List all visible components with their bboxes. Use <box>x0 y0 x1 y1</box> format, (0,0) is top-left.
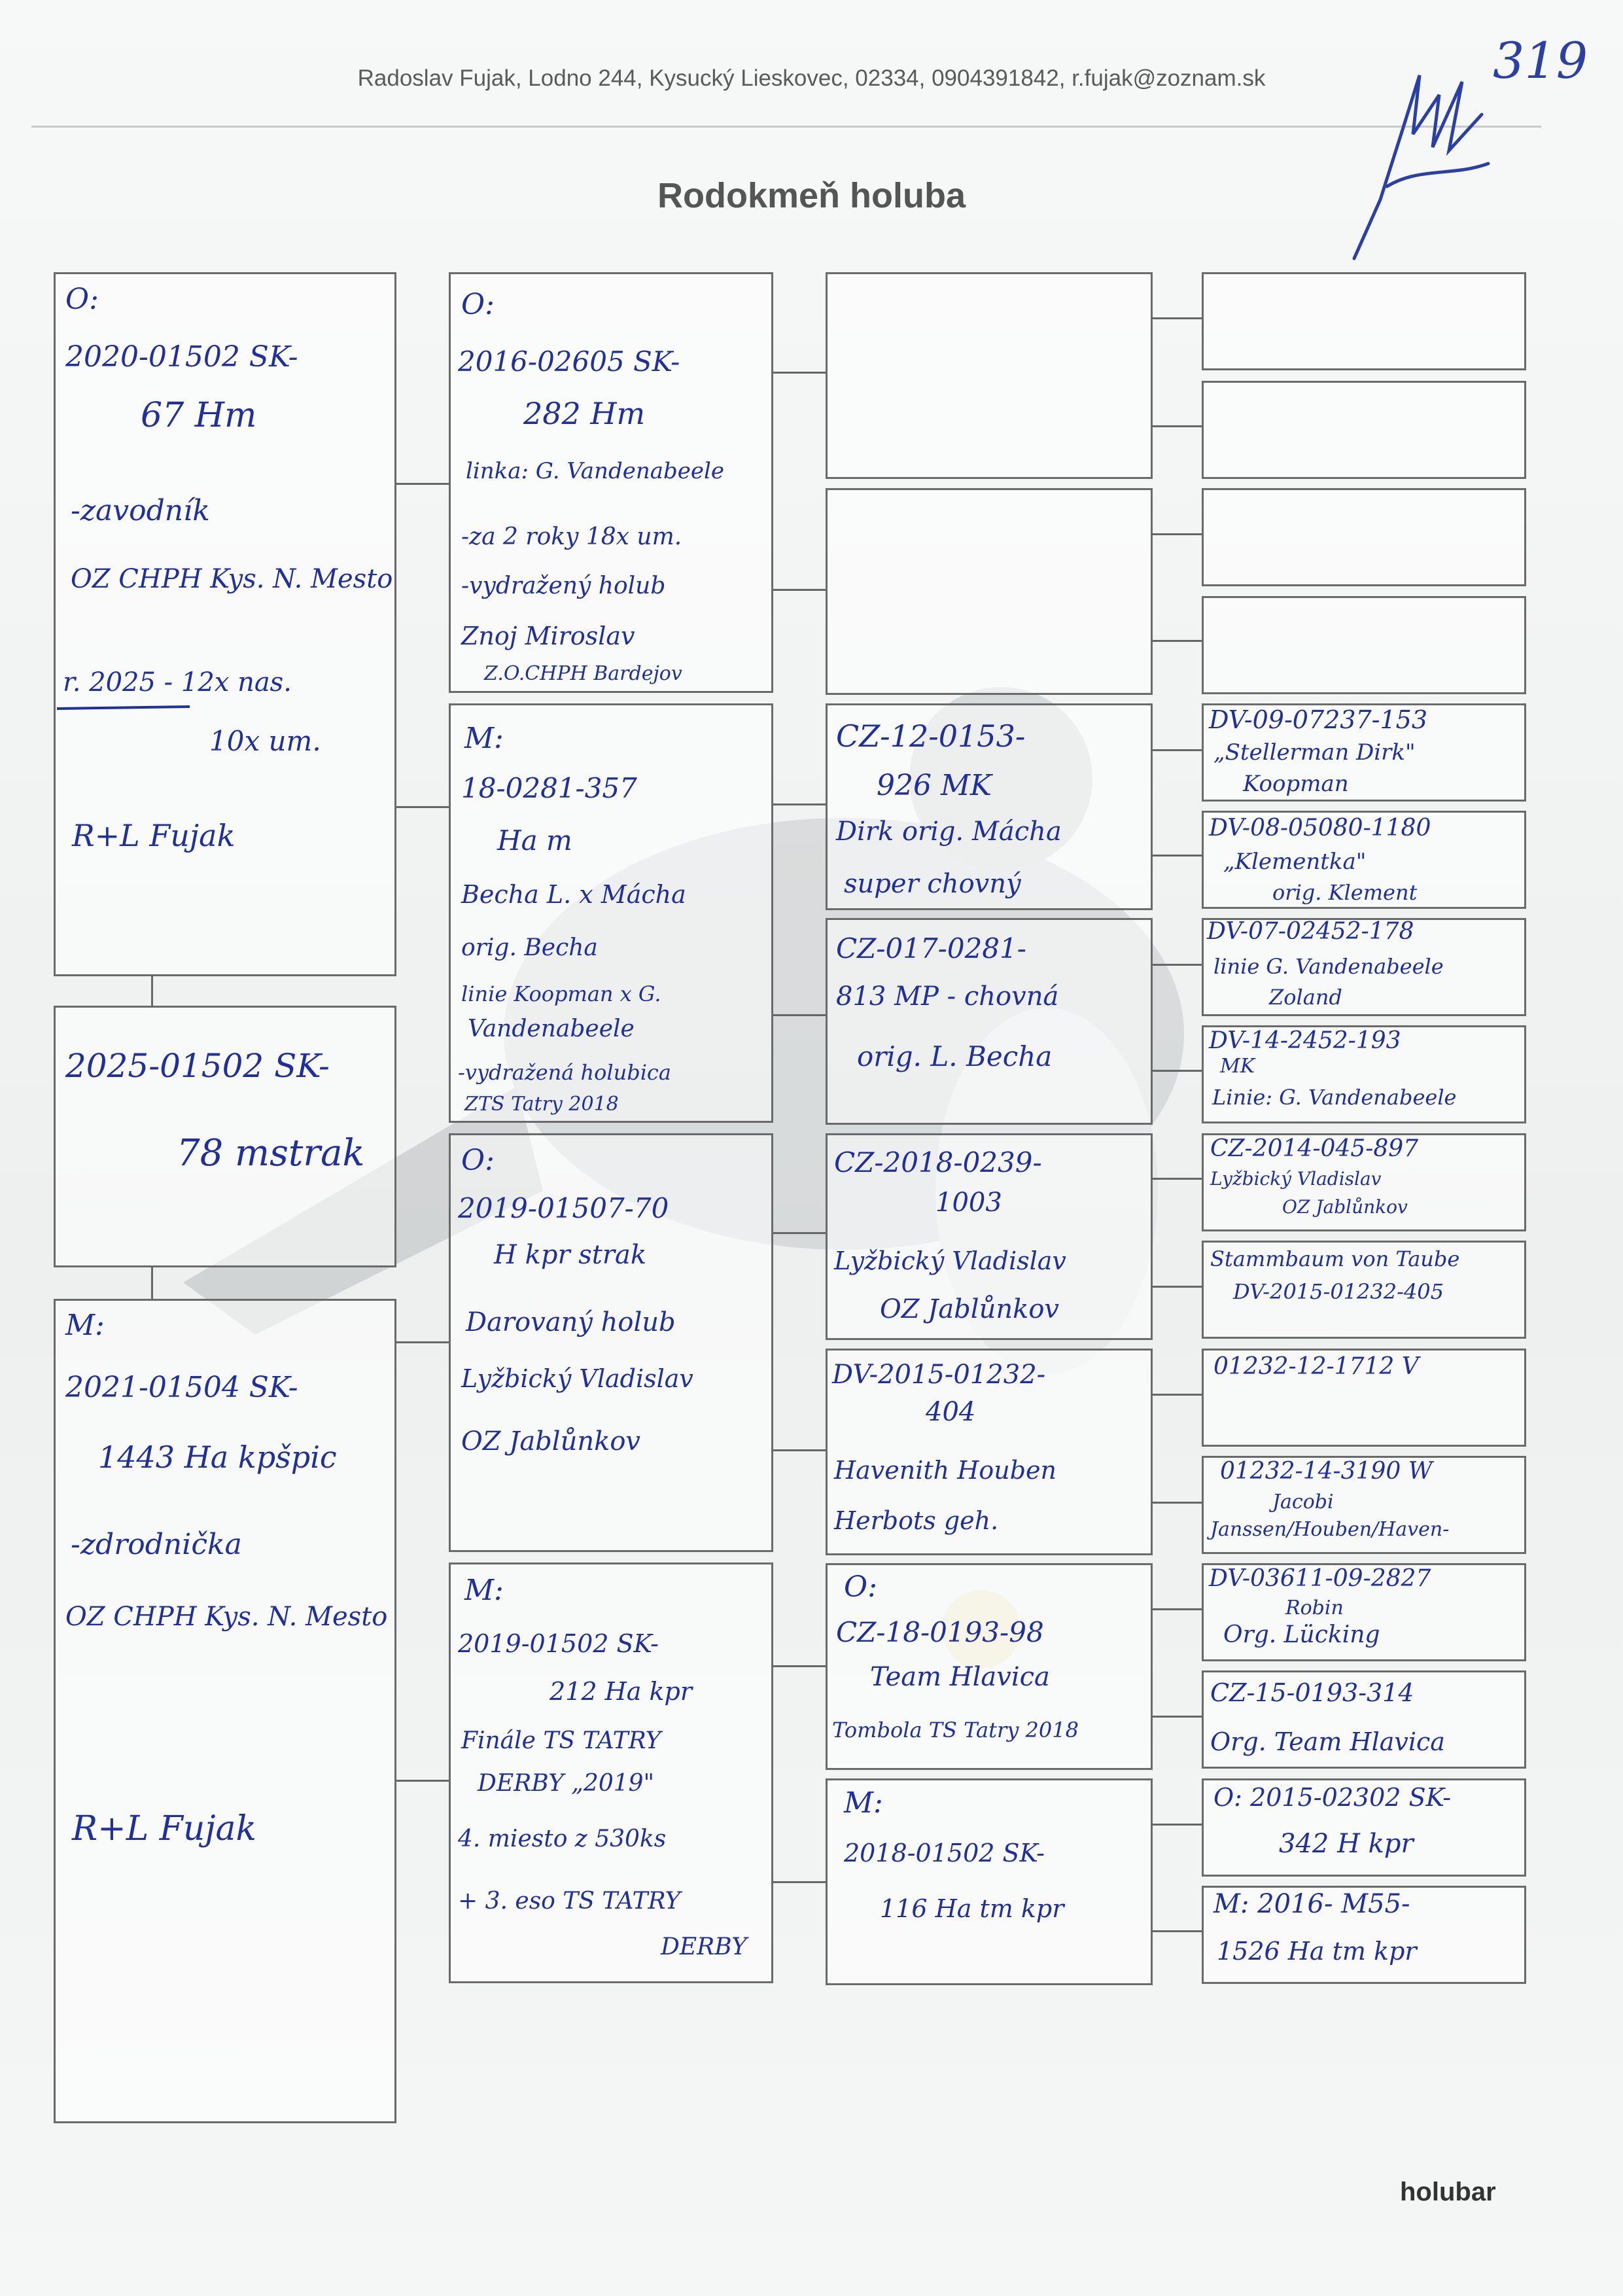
gen3-2-line-3: super chovný <box>844 869 1021 899</box>
gen3-2-line-2: Dirk orig. Mácha <box>836 817 1062 847</box>
gen4-5-line-2: orig. Klement <box>1272 880 1418 905</box>
gen2-2-line-0: O: <box>461 1144 495 1177</box>
gen4-4-line-1: „Stellerman Dirk" <box>1213 739 1416 766</box>
gen3-2-line-0: CZ-12-0153- <box>836 718 1026 754</box>
underline-mark <box>56 703 193 711</box>
contact-header: Radoslav Fujak, Lodno 244, Kysucký Lieskovec, 02334, 0904391842, r.fujak@zoznam.sk <box>357 65 1266 91</box>
mother-box <box>54 1299 396 2123</box>
gen4-11-line-1: Jacobi <box>1272 1491 1334 1513</box>
connector-father-subject <box>151 976 153 1006</box>
connector-subject-mother <box>151 1267 153 1299</box>
connector-g3-1 <box>1153 425 1202 427</box>
gen4-11-line-2: Janssen/Houben/Haven- <box>1210 1518 1450 1541</box>
gen3-5-line-3: Herbots geh. <box>834 1506 999 1535</box>
connector-g2-3 <box>773 1014 826 1016</box>
gen3-3-line-2: orig. L. Becha <box>857 1040 1053 1072</box>
mother-line-5: R+L Fujak <box>72 1809 256 1848</box>
gen4-7-line-1: MK <box>1220 1055 1255 1078</box>
gen3-7-line-0: M: <box>844 1786 883 1820</box>
connector-g3-12 <box>1153 1608 1202 1610</box>
gen2-3-line-2: 212 Ha kpr <box>550 1677 692 1706</box>
gen4-12-line-1: Robin <box>1285 1597 1344 1619</box>
gen2-1-line-0: M: <box>464 722 504 755</box>
gen2-1-line-7: -vydražená holubica <box>458 1060 671 1085</box>
mother-line-3: -zdrodnička <box>71 1528 242 1561</box>
handwritten-page-number: 319 <box>1493 31 1588 90</box>
connector-g1-0 <box>396 483 449 485</box>
father-box <box>54 272 396 976</box>
connector-g3-7 <box>1153 1070 1202 1072</box>
connector-g2-4 <box>773 1232 826 1234</box>
gen4-12-line-2: Org. Lücking <box>1223 1621 1380 1648</box>
mother-line-1: 2021-01504 SK- <box>65 1371 298 1404</box>
gen2-1-line-3: Becha L. x Mácha <box>461 880 686 909</box>
holubar-logo: holubar <box>1400 2178 1496 2206</box>
gen4-13-line-0: CZ-15-0193-314 <box>1210 1678 1414 1707</box>
gen2-3-line-3: Finále TS TATRY <box>461 1727 661 1754</box>
father-line-2: 67 Hm <box>141 396 257 435</box>
gen4-7-line-0: DV-14-2452-193 <box>1209 1027 1401 1054</box>
gen2-0-line-1: 2016-02605 SK- <box>458 345 680 378</box>
gen4-8-line-0: CZ-2014-045-897 <box>1210 1135 1419 1162</box>
gen4-box-0 <box>1202 272 1526 370</box>
subject-line-1: 78 mstrak <box>177 1132 365 1174</box>
gen2-2-line-2: H kpr strak <box>494 1240 647 1270</box>
gen2-3-line-7: DERBY <box>661 1934 747 1960</box>
gen4-5-line-1: „Klementka" <box>1223 849 1367 875</box>
connector-g3-13 <box>1153 1716 1202 1718</box>
gen4-15-line-0: M: 2016- M55- <box>1213 1889 1410 1919</box>
subject-line-0: 2025-01502 SK- <box>65 1047 330 1085</box>
gen2-0-line-6: Znoj Miroslav <box>461 622 635 650</box>
gen3-7-line-1: 2018-01502 SK- <box>844 1839 1045 1867</box>
gen4-4-line-0: DV-09-07237-153 <box>1209 705 1428 734</box>
connector-g1-3 <box>396 1780 449 1782</box>
gen2-1-line-4: orig. Becha <box>461 934 598 961</box>
gen3-7-line-2: 116 Ha tm kpr <box>880 1894 1064 1923</box>
gen4-11-line-0: 01232-14-3190 W <box>1220 1458 1433 1485</box>
gen3-6-line-1: CZ-18-0193-98 <box>836 1616 1044 1648</box>
gen3-box-1 <box>826 488 1153 695</box>
connector-g3-11 <box>1153 1502 1202 1504</box>
gen2-0-line-5: -vydražený holub <box>461 573 666 599</box>
connector-g3-3 <box>1153 640 1202 642</box>
gen3-5-line-2: Havenith Houben <box>834 1456 1056 1485</box>
gen3-5-line-1: 404 <box>926 1397 976 1427</box>
connector-g1-2 <box>396 1341 449 1343</box>
gen4-9-line-1: DV-2015-01232-405 <box>1233 1279 1444 1304</box>
connector-g3-10 <box>1153 1394 1202 1396</box>
gen2-1-line-8: ZTS Tatry 2018 <box>464 1093 619 1116</box>
page-title: Rodokmeň holuba <box>657 176 966 215</box>
mother-line-4: OZ CHPH Kys. N. Mesto <box>65 1602 388 1632</box>
connector-g3-15 <box>1153 1930 1202 1932</box>
connector-g2-0 <box>773 372 826 374</box>
father-line-6: 10x um. <box>209 725 321 757</box>
father-line-7: R+L Fujak <box>72 818 236 853</box>
father-line-4: OZ CHPH Kys. N. Mesto <box>71 564 393 594</box>
header-divider <box>31 126 1541 128</box>
gen4-box-1 <box>1202 381 1526 479</box>
gen3-4-line-2: Lyžbický Vladislav <box>834 1246 1066 1275</box>
father-line-5: r. 2025 - 12x nas. <box>63 667 292 698</box>
connector-g3-9 <box>1153 1286 1202 1288</box>
gen2-3-line-5: 4. miesto z 530ks <box>458 1826 667 1852</box>
gen3-4-line-0: CZ-2018-0239- <box>834 1146 1042 1178</box>
gen2-0-line-0: O: <box>461 288 495 321</box>
connector-g3-8 <box>1153 1178 1202 1180</box>
gen4-6-line-0: DV-07-02452-178 <box>1207 918 1414 945</box>
gen3-4-line-1: 1003 <box>935 1188 1002 1218</box>
gen3-4-line-3: OZ Jablůnkov <box>880 1294 1060 1324</box>
connector-g3-0 <box>1153 317 1202 319</box>
gen2-2-line-4: Lyžbický Vladislav <box>461 1364 693 1393</box>
mother-line-2: 1443 Ha kpšpic <box>98 1439 337 1475</box>
father-line-3: -zavodník <box>71 494 210 527</box>
gen3-6-line-3: Tombola TS Tatry 2018 <box>832 1718 1079 1742</box>
gen2-3-line-4: DERBY „2019" <box>478 1770 655 1797</box>
gen4-14-line-0: O: 2015-02302 SK- <box>1213 1783 1452 1812</box>
gen2-2-line-5: OZ Jablůnkov <box>461 1426 641 1457</box>
gen4-box-3 <box>1202 596 1526 694</box>
connector-g3-2 <box>1153 533 1202 535</box>
gen4-8-line-2: OZ Jablůnkov <box>1282 1196 1408 1218</box>
gen2-3-line-6: + 3. eso TS TATRY <box>458 1888 681 1915</box>
connector-g2-2 <box>773 804 826 805</box>
gen2-1-line-2: Ha m <box>497 824 572 857</box>
gen3-box-0 <box>826 272 1153 479</box>
connector-g3-4 <box>1153 749 1202 751</box>
connector-g3-5 <box>1153 855 1202 857</box>
gen3-5-line-0: DV-2015-01232- <box>832 1360 1046 1390</box>
gen4-12-line-0: DV-03611-09-2827 <box>1209 1565 1431 1592</box>
gen2-1-line-5: linie Koopman x G. <box>461 981 661 1006</box>
mother-line-0: M: <box>65 1309 105 1342</box>
father-line-1: 2020-01502 SK- <box>65 340 298 374</box>
connector-g2-6 <box>773 1665 826 1667</box>
connector-g1-1 <box>396 806 449 808</box>
gen2-2-line-3: Darovaný holub <box>466 1307 676 1337</box>
gen4-6-line-1: linie G. Vandenabeele <box>1213 954 1444 979</box>
gen4-7-line-2: Linie: G. Vandenabeele <box>1212 1085 1457 1110</box>
gen2-1-line-6: Vandenabeele <box>468 1016 635 1042</box>
gen4-8-line-1: Lyžbický Vladislav <box>1210 1168 1382 1190</box>
gen2-1-line-1: 18-0281-357 <box>461 772 637 804</box>
gen3-6-line-0: O: <box>844 1570 877 1604</box>
gen2-0-line-4: -za 2 roky 18x um. <box>461 523 682 550</box>
gen2-3-line-0: M: <box>464 1574 504 1607</box>
gen2-0-line-3: linka: G. Vandenabeele <box>466 458 725 484</box>
gen2-3-line-1: 2019-01502 SK- <box>458 1629 659 1658</box>
gen4-13-line-1: Org. Team Hlavica <box>1210 1727 1445 1756</box>
gen3-2-line-1: 926 MK <box>877 769 992 802</box>
connector-g2-5 <box>773 1449 826 1451</box>
connector-g2-7 <box>773 1881 826 1883</box>
gen4-14-line-1: 342 H kpr <box>1279 1829 1414 1859</box>
gen4-4-line-2: Koopman <box>1243 771 1349 797</box>
gen4-5-line-0: DV-08-05080-1180 <box>1209 815 1431 841</box>
gen4-10-line-0: 01232-12-1712 V <box>1213 1353 1419 1380</box>
connector-g2-1 <box>773 589 826 591</box>
connector-g3-6 <box>1153 964 1202 966</box>
gen4-6-line-2: Zoland <box>1269 985 1342 1010</box>
gen2-0-line-7: Z.O.CHPH Bardejov <box>484 662 682 685</box>
father-line-0: O: <box>65 283 99 316</box>
gen4-15-line-1: 1526 Ha tm kpr <box>1217 1937 1417 1966</box>
connector-g3-14 <box>1153 1824 1202 1826</box>
gen3-3-line-0: CZ-017-0281- <box>836 932 1026 964</box>
gen4-box-2 <box>1202 488 1526 586</box>
gen2-2-line-1: 2019-01507-70 <box>458 1192 669 1224</box>
gen4-9-line-0: Stammbaum von Taube <box>1210 1246 1460 1271</box>
signature-mark <box>1341 36 1492 272</box>
gen3-6-line-2: Team Hlavica <box>870 1662 1050 1692</box>
gen2-0-line-2: 282 Hm <box>523 396 646 431</box>
gen3-3-line-1: 813 MP - chovná <box>836 981 1059 1012</box>
